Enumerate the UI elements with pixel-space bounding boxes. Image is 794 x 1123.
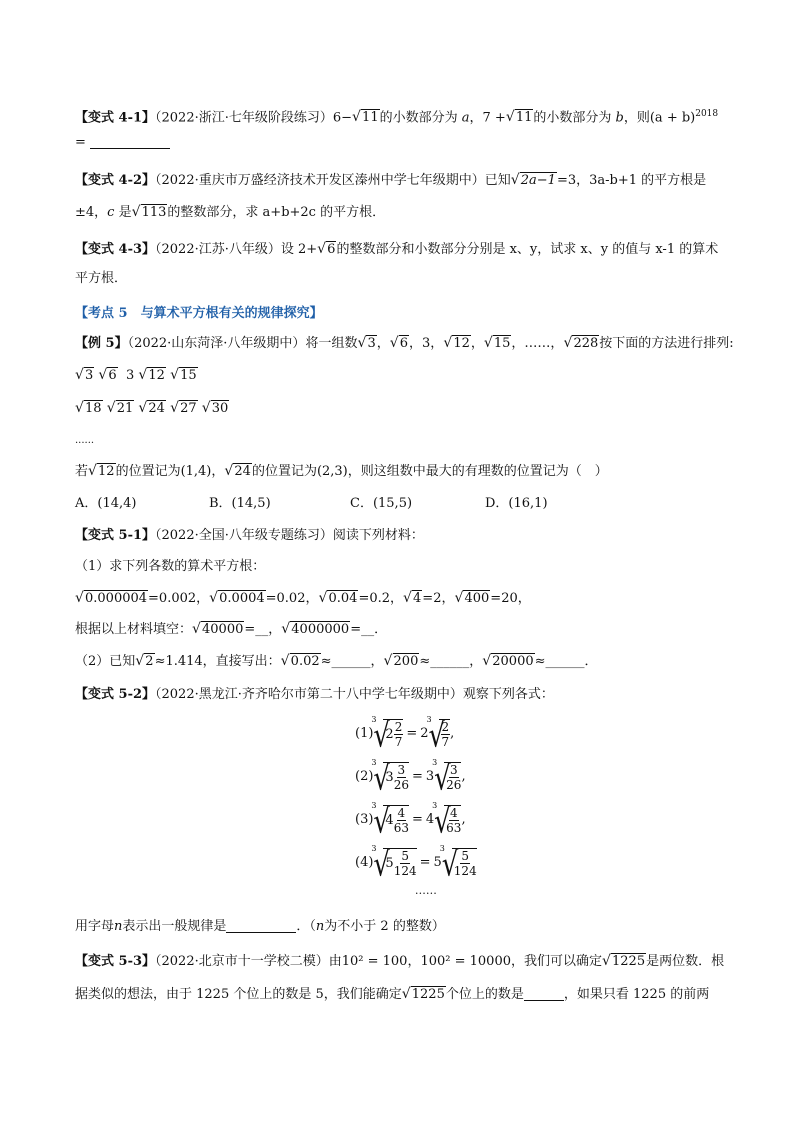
answer-blank[interactable]: [226, 920, 296, 933]
v51-text: =0.2，: [358, 591, 404, 606]
coef: 3: [425, 769, 435, 784]
v43-tag: 【变式 4-3】: [75, 242, 156, 257]
sqrt: √ 15: [485, 334, 512, 354]
number: 3: [125, 368, 135, 383]
ex5-text: 将一组数: [305, 336, 358, 351]
sqrt: √ 2: [136, 652, 154, 672]
answer-blank[interactable]: [90, 136, 170, 149]
sqrt: √ 3: [76, 366, 94, 386]
cube-root: √ 3 3 $\frac{3}{26}$: [373, 762, 409, 792]
coef: 2: [420, 726, 429, 741]
v42-source: （2022·重庆市万盛经济技术开发区溱州中学七年级期中）: [155, 173, 485, 188]
v51-text: （2）已知: [75, 654, 136, 669]
ex5-options: [75, 494, 725, 514]
var-c: c: [107, 205, 115, 220]
sqrt: √ 1225: [603, 952, 646, 972]
v41-line1: [75, 104, 718, 128]
exponent: 2018: [695, 109, 719, 119]
sqrt: √ 228: [564, 334, 599, 354]
sqrt: √ 6: [318, 240, 336, 260]
cube-root: √ 3 5 $\frac{5}{124}$: [373, 848, 416, 878]
ex5-row2: [75, 399, 229, 419]
ex5-text: ，3，: [409, 336, 444, 351]
v52-text: 观察下列各式：: [462, 687, 554, 702]
sqrt: √ 11: [353, 108, 380, 128]
v51-text: ≈______，: [419, 654, 483, 669]
option-c[interactable]: C．(15,5): [350, 496, 413, 511]
v41-text: ，则: [623, 110, 650, 126]
v51-line1: [75, 526, 424, 546]
sqrt: √ 18: [76, 399, 103, 419]
formula-row: [355, 841, 477, 884]
v42-text: 是: [114, 205, 132, 220]
v41-line2: [75, 133, 170, 153]
ex5-text: 的位置记为(1,4)，: [115, 464, 225, 479]
sqrt: √ 1225: [403, 985, 446, 1005]
v51-text: =__．: [350, 622, 388, 637]
ex5-text: ，……，: [511, 336, 564, 351]
v52-line1: [75, 685, 554, 705]
v43-source: （2022·江苏·八年级）: [155, 242, 281, 257]
v51-text: 阅读下列材料：: [332, 528, 424, 543]
section-heading: 【考点 5 与算术平方根有关的规律探究】: [75, 306, 323, 321]
equals: =: [411, 812, 423, 827]
v42-tag: 【变式 4-2】: [75, 173, 156, 188]
v51-line3: [75, 589, 531, 609]
coef: 5: [433, 855, 442, 870]
sqrt: √ 6: [99, 366, 117, 386]
sqrt: √ 3: [358, 334, 376, 354]
equals: =: [75, 135, 86, 150]
formula-label: (1): [355, 726, 374, 741]
sqrt: √ 24: [225, 462, 252, 482]
v41-text: 6−: [332, 110, 353, 126]
sqrt: √ 0.02: [282, 652, 321, 672]
ex5-tag: 【例 5】: [75, 336, 128, 351]
option-b[interactable]: B．(14,5): [209, 496, 271, 511]
v52-text: 表示出一般规律是: [122, 919, 227, 934]
ex5-text: 按下面的方法进行排列:: [599, 336, 734, 351]
v51-text: ≈______．: [534, 654, 598, 669]
sqrt: √ 4: [404, 589, 422, 609]
v52-text: 为不小于 2 的整数）: [324, 919, 445, 934]
ex5-dots: ......: [75, 435, 95, 446]
option-a[interactable]: A．(14,4): [75, 496, 137, 511]
v43-text: 平方根．: [75, 271, 128, 286]
sqrt: √ 200: [385, 652, 420, 672]
sqrt: √ 20000: [483, 652, 534, 672]
sqrt: √ 0.000004: [76, 589, 148, 609]
v42-text: 已知: [484, 173, 511, 188]
v53-line2: [75, 985, 709, 1005]
formula-label: (2): [355, 769, 374, 784]
sqrt: √ 12: [89, 462, 116, 482]
v43-text: 的整数部分和小数部分分别是 x、y，试求 x、y 的值与 x-1 的算术: [336, 242, 719, 257]
sqrt: √ 400: [455, 589, 490, 609]
cube-root: √ 3 $\frac{4}{63}$: [434, 805, 461, 835]
option-d[interactable]: D．(16,1): [485, 496, 548, 511]
v53-text: 由10² = 100，100² = 10000，我们可以确定: [328, 954, 602, 969]
sqrt: √ 30: [203, 399, 230, 419]
sqrt: √ 11: [507, 108, 534, 128]
v51-text: =0.02，: [265, 591, 319, 606]
ex5-source: （2022·山东菏泽·八年级期中）: [127, 336, 306, 351]
v43-line2: [75, 269, 127, 289]
ex5-line1: 【例 5】（2022·山东菏泽·八年级期中）将一组数√ 3，√ 6，3，√ 12，√ 15，……，√ 228按下面的方法进行排列:: [75, 334, 734, 354]
v43-line1: [75, 240, 718, 260]
sqrt: √ 113: [133, 203, 168, 223]
v42-text: 的整数部分，求 a+b+2c 的平方根．: [167, 205, 386, 220]
formula-row: [355, 798, 477, 841]
answer-blank[interactable]: [524, 988, 564, 1001]
v41-text: ，7 +: [469, 110, 506, 126]
v51-part1: （1）求下列各数的算术平方根：: [75, 559, 266, 574]
v51-line4: [75, 620, 387, 640]
ex5-question: [75, 462, 608, 482]
v41-tag: 【变式 4-1】: [75, 110, 156, 126]
v42-text: =3，3a-b+1 的平方根是: [556, 173, 707, 188]
v41-source: （2022·浙江·七年级阶段练习）: [155, 110, 333, 126]
sqrt: √ 21: [108, 399, 135, 419]
v52-tag: 【变式 5-2】: [75, 687, 156, 702]
formula-label: (4): [355, 855, 374, 870]
v51-text: =0.002，: [148, 591, 210, 606]
v53-text: ，如果只看 1225 的前两: [563, 987, 710, 1002]
v51-text: ≈______，: [320, 654, 384, 669]
v53-source: （2022·北京市十一学校二模）: [155, 954, 329, 969]
cube-root: √ 3 $\frac{5}{124}$: [442, 848, 477, 878]
var-n: n: [114, 919, 123, 934]
v51-text: =__，: [244, 622, 282, 637]
v52-question: [75, 917, 445, 937]
cube-root-formulas: [355, 712, 477, 897]
comma: ,: [461, 812, 466, 827]
v41-text: 的小数部分为: [533, 110, 612, 126]
v53-tag: 【变式 5-3】: [75, 954, 156, 969]
v52-text: ．（: [296, 919, 316, 934]
formula-label: (3): [355, 812, 374, 827]
ex5-text: 的位置记为(2,3)，则这组数中最大的有理数的位置记为（ ）: [251, 464, 608, 479]
v51-source: （2022·全国·八年级专题练习）: [155, 528, 333, 543]
v51-text: 根据以上材料填空：: [75, 622, 193, 637]
v51-line5: [75, 652, 598, 672]
formula-dots: ……: [414, 884, 437, 897]
cube-root: √ 3 $\frac{2}{7}$: [429, 719, 451, 749]
sqrt: √ 40000: [193, 620, 244, 640]
formula-row: [355, 755, 477, 798]
coef: 4: [425, 812, 435, 827]
sqrt: √ 24: [139, 399, 166, 419]
equals: =: [419, 855, 431, 870]
v42-line2: [75, 203, 385, 223]
sqrt: √ 6: [391, 334, 409, 354]
v53-text: 个位上的数是: [445, 987, 524, 1002]
cube-root: √ 3 2 $\frac{2}{7}$: [373, 719, 403, 749]
v51-text: ≈1.414，直接写出：: [154, 654, 281, 669]
ex5-text: 若: [75, 464, 89, 479]
var-a: a: [461, 110, 470, 126]
sqrt: √ 4000000: [282, 620, 350, 640]
v51-text: =20，: [490, 591, 531, 606]
cube-root: √ 3 $\frac{3}{26}$: [434, 762, 461, 792]
ex5-row1: [75, 366, 198, 386]
sqrt: √ 15: [171, 366, 198, 386]
v42-text: ±4，: [75, 205, 108, 220]
formula-row: [355, 712, 477, 755]
sqrt: √ 2a−1: [512, 171, 557, 191]
equals: =: [411, 769, 423, 784]
equals: =: [406, 726, 418, 741]
comma: ,: [461, 769, 466, 784]
v52-text: 用字母: [75, 919, 115, 934]
v51-tag: 【变式 5-1】: [75, 528, 156, 543]
sqrt: √ 0.0004: [210, 589, 266, 609]
v53-line1: [75, 952, 724, 972]
v41-text: 的小数部分为: [379, 110, 458, 126]
v53-text: 是两位数．根: [646, 954, 725, 969]
cube-root: √ 3 4 $\frac{4}{63}$: [373, 805, 409, 835]
sqrt: √ 12: [139, 366, 166, 386]
sqrt: √ 27: [171, 399, 198, 419]
v42-line1: [75, 171, 706, 191]
sqrt: √ 12: [444, 334, 471, 354]
expr-a-plus-b: (a + b): [649, 110, 696, 126]
comma: ,: [450, 726, 455, 741]
v51-text: =2，: [422, 591, 455, 606]
v43-text: 设 2+: [280, 242, 318, 257]
sqrt: √ 0.04: [319, 589, 358, 609]
var-b: b: [615, 110, 624, 126]
var-n: n: [315, 919, 325, 934]
v53-text: 据类似的想法，由于 1225 个位上的数是 5，我们能确定: [75, 987, 402, 1002]
v52-source: （2022·黑龙江·齐齐哈尔市第二十八中学七年级期中）: [155, 687, 463, 702]
